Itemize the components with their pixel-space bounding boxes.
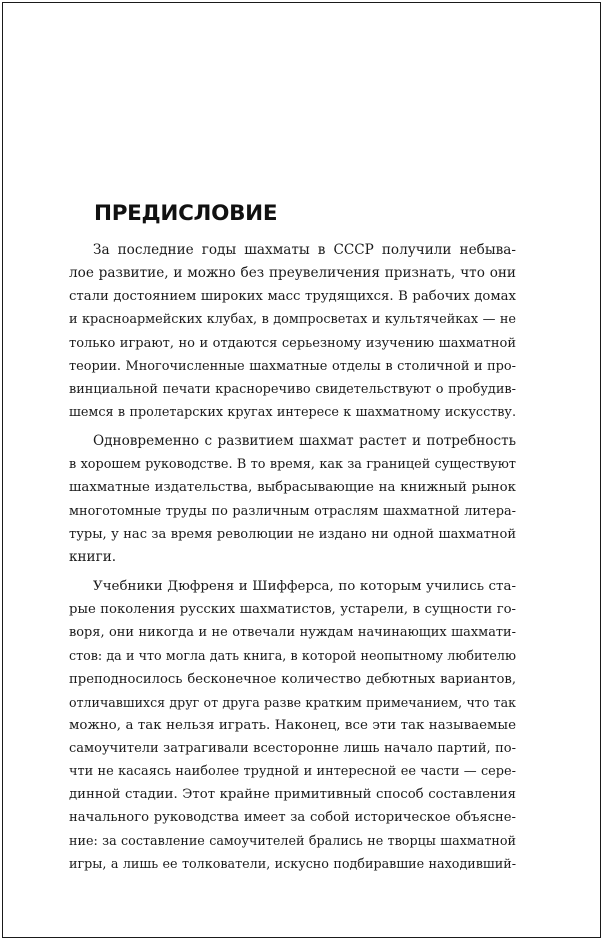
text-line: шемся в пролетарских кругах интересе к шахматному искусству. [69,404,516,420]
text-line: игры, а лишь ее толкователи, искусно подбиравшие находивший- [69,856,516,872]
body-text [69,239,516,876]
text-line: в хорошем руководстве. В то время, как за границей существуют [69,457,516,473]
text-line: шахматные издательства, выбрасывающие на книжный рынок [69,480,516,496]
text-line: ние: за составление самоучителей брались не творцы шахматной [69,833,516,849]
text-line: начального руководства имеет за собой историческое объясне- [69,810,516,826]
text-line: только играют, но и отдаются серьезному изучению шахматной [69,335,516,351]
text-line: теории. Многочисленные шахматные отделы в столичной и про- [69,358,516,374]
paragraph [69,239,516,424]
text-line: Одновременно с развитием шахмат растет и потребность [93,433,516,450]
text-line: За последние годы шахматы в СССР получили небыва- [93,242,516,258]
text-line: стов: да и что могла дать книга, в которой неопытному любителю [69,648,516,664]
text-line: винциальной печати красноречиво свидетельствуют о пробудив- [69,381,516,397]
text-line: самоучители затрагивали всесторонне лишь начало партий, по- [69,740,516,756]
text-line: и красноармейских клубах, в домпросветах и культячейках — не [69,312,516,328]
paragraph [69,575,516,876]
text-line: можно, а так нельзя играть. Наконец, все эти так называемые [69,717,516,733]
text-line: отличавшихся друг от друга разве кратким примечанием, что так [69,694,516,710]
text-line: динной стадии. Этот крайне примитивный способ составления [69,787,516,803]
text-line: лое развитие, и можно без преувеличения признать, что они [69,265,516,282]
page-title: ПРЕДИСЛОВИЕ [94,201,278,226]
paragraph [69,430,516,569]
text-line: туры, у нас за время революции не издано ни одной шахматной [69,526,516,542]
page [2,2,601,938]
text-line: стали достоянием широких масс трудящихся. В рабочих домах [69,289,516,305]
text-line: чти не касаясь наиболее трудной и интересной ее части — сере- [69,764,516,780]
text-line: многотомные труды по различным отраслям шахматной литера- [69,503,516,519]
text-line: книги. [69,548,117,565]
text-line: рые поколения русских шахматистов, устарели, в сущности го- [69,602,516,618]
text-line: Учебники Дюфреня и Шифферса, по которым учились ста- [93,578,516,594]
text-line: преподносилось бесконечное количество дебютных вариантов, [69,671,516,687]
text-line: воря, они никогда и не отвечали нуждам начинающих шахмати- [69,625,516,641]
